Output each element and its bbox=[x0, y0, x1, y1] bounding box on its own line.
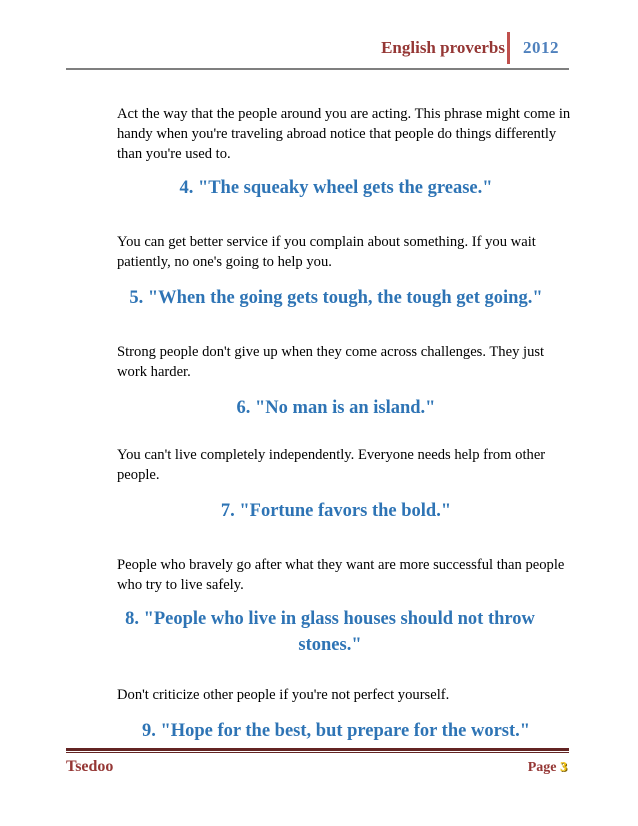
footer-rule bbox=[66, 748, 569, 751]
heading-proverb-5: 5. "When the going gets tough, the tough get going." bbox=[129, 288, 543, 308]
paragraph-proverb-6-meaning: You can't live completely independently. Everyone needs help from other people. bbox=[117, 447, 546, 483]
footer-page-indicator bbox=[528, 760, 567, 776]
heading-proverb-4: 4. "The squeaky wheel gets the grease." bbox=[179, 178, 493, 198]
paragraph-proverb-8-meaning: Don't criticize other people if you're not perfect yourself. bbox=[117, 687, 450, 703]
paragraph-proverb-5-meaning: Strong people don't give up when they come across challenges. They just work harder. bbox=[117, 344, 545, 380]
header-rule bbox=[66, 68, 569, 70]
paragraph-proverb-7-meaning: People who bravely go after what they want are more successful than people who try to live safely. bbox=[117, 557, 565, 593]
page-number: 3 bbox=[560, 760, 567, 775]
page-label: Page bbox=[527, 760, 557, 775]
header-year: 2012 bbox=[523, 38, 559, 57]
page-footer bbox=[66, 748, 569, 778]
header-title: English proverbs bbox=[381, 38, 505, 57]
paragraph-proverb-3-meaning: Act the way that the people around you are acting. This phrase might come in handy when you're traveling abroad notice that people do things differently than you're used to. bbox=[117, 106, 571, 162]
header-divider bbox=[507, 32, 510, 64]
heading-proverb-8: 8. "People who live in glass houses should not throw stones." bbox=[125, 609, 535, 655]
heading-proverb-9: 9. "Hope for the best, but prepare for the worst." bbox=[141, 721, 531, 741]
page-header bbox=[66, 28, 569, 68]
footer-rule-thin bbox=[66, 752, 569, 753]
paragraph-proverb-4-meaning: You can get better service if you complain about something. If you wait patiently, no one's going to help you. bbox=[117, 234, 536, 270]
heading-proverb-7: 7. "Fortune favors the bold." bbox=[220, 501, 452, 521]
footer-author: Tsedoo bbox=[66, 758, 114, 775]
heading-proverb-6: 6. "No man is an island." bbox=[236, 398, 436, 418]
